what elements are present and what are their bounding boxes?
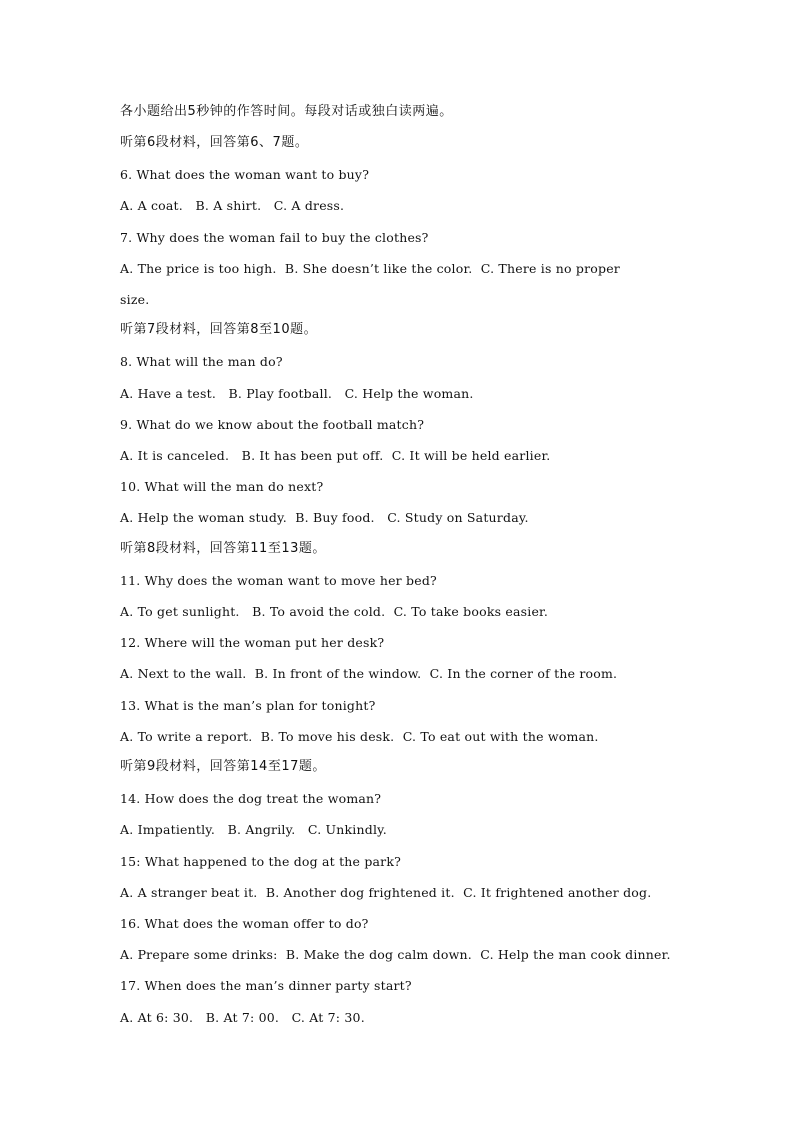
question-14: 14. How does the dog treat the woman? [120, 791, 382, 806]
question-10: 10. What will the man do next? [120, 479, 324, 494]
options-10: A. Help the woman study. B. Buy food. C. Study on Saturday. [120, 510, 529, 525]
question-7: 7. Why does the woman fail to buy the clothes? [120, 230, 429, 245]
question-11: 11. Why does the woman want to move her bed? [120, 573, 437, 588]
section-heading-8: 听第8段材料，回答第11至13题。 [120, 541, 326, 556]
section-heading-6: 听第6段材料，回答第6、7题。 [120, 135, 309, 150]
question-12: 12. Where will the woman put her desk? [120, 635, 385, 650]
options-14: A. Impatiently. B. Angrily. C. Unkindly. [120, 822, 387, 837]
question-9: 9. What do we know about the football match? [120, 417, 425, 432]
instruction-text: 各小题给出5秒钟的作答时间。每段对话或独白读两遍。 [120, 104, 453, 119]
question-6: 6. What does the woman want to buy? [120, 167, 370, 182]
options-13: A. To write a report. B. To move his desk. C. To eat out with the woman. [120, 729, 599, 744]
options-8: A. Have a test. B. Play football. C. Help the woman. [120, 386, 474, 401]
options-15: A. A stranger beat it. B. Another dog frightened it. C. It frightened another dog. [120, 885, 652, 900]
options-6: A. A coat. B. A shirt. C. A dress. [120, 198, 345, 213]
options-17: A. At 6: 30. B. At 7: 00. C. At 7: 30. [120, 1010, 365, 1025]
section-heading-7: 听第7段材料，回答第8至10题。 [120, 322, 318, 337]
question-17: 17. When does the man’s dinner party start? [120, 978, 412, 993]
options-16: A. Prepare some drinks: B. Make the dog calm down. C. Help the man cook dinner. [120, 947, 671, 962]
question-13: 13. What is the man’s plan for tonight? [120, 698, 376, 713]
question-8: 8. What will the man do? [120, 354, 283, 369]
options-11: A. To get sunlight. B. To avoid the cold. C. To take books easier. [120, 604, 549, 619]
options-7-continued: size. [120, 292, 150, 307]
section-heading-9: 听第9段材料，回答第14至17题。 [120, 759, 326, 774]
options-9: A. It is canceled. B. It has been put off. C. It will be held earlier. [120, 448, 551, 463]
question-16: 16. What does the woman offer to do? [120, 916, 369, 931]
options-12: A. Next to the wall. B. In front of the window. C. In the corner of the room. [120, 666, 618, 681]
options-7: A. The price is too high. B. She doesn’t like the color. C. There is no proper [120, 261, 620, 276]
question-15: 15: What happened to the dog at the park? [120, 854, 402, 869]
